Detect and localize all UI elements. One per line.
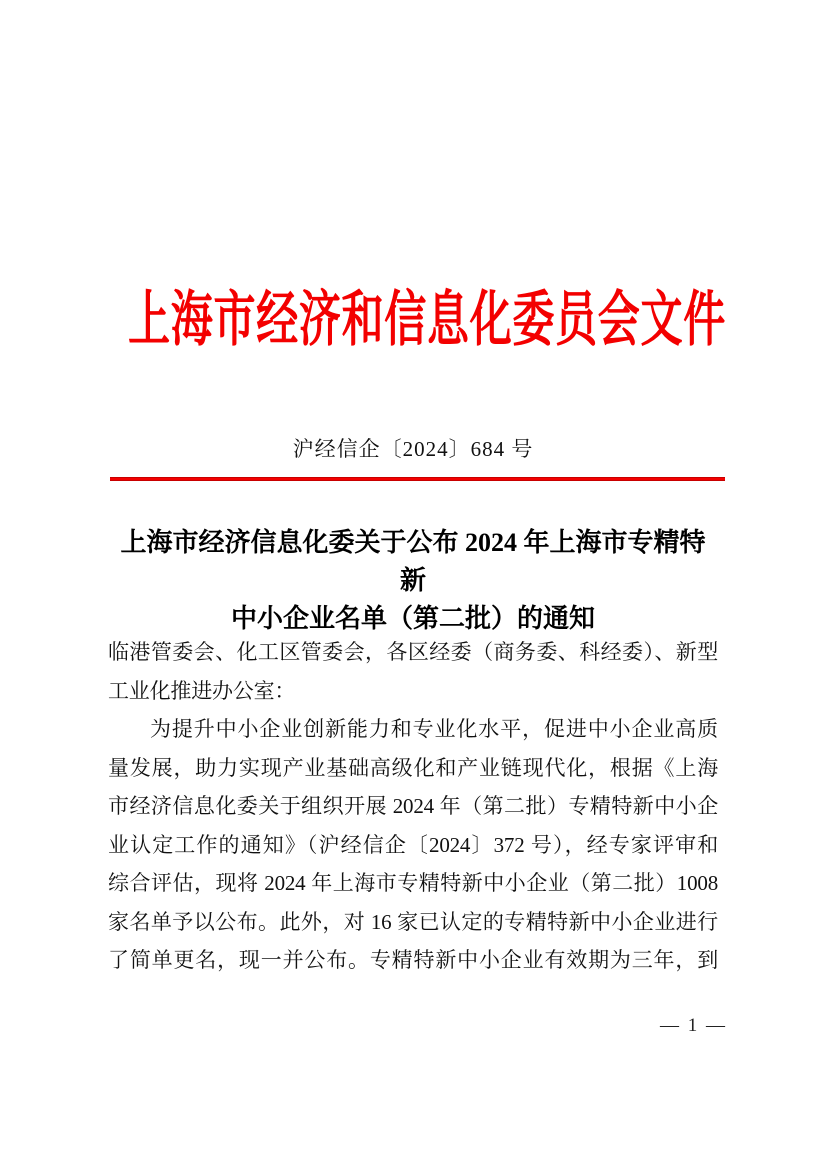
page-number: — 1 — [660,1015,727,1036]
paragraph-line: 为提升中小企业创新能力和专业化水平，促进中小企业高质 [150,717,718,741]
notice-title-line-2: 中小企业名单（第二批）的通知 [230,604,595,633]
red-separator-line [110,477,725,481]
paragraph-line: 市经济信息化委关于组织开展 2024 年（第二批）专精特新中小企 [108,794,718,818]
paragraph-line: 量发展，助力实现产业基础高级化和产业链现代化，根据《上海 [108,755,718,780]
salutation-line-2: 工业化推进办公室： [108,678,296,703]
salutation-line-1: 临港管委会、化工区管委会，各区经委（商务委、科经委）、新型 [108,640,718,664]
document-reference-number: 沪经信企〔2024〕684 号 [292,437,534,461]
paragraph-line: 综合评估，现将 2024 年上海市专精特新中小企业（第二批）1008 [108,871,718,895]
body-text [108,633,718,980]
notice-title [108,524,718,638]
paragraph-line: 业认定工作的通知》（沪经信企〔2024〕372 号），经专家评审和 [108,832,718,857]
paragraph-line: 了简单更名，现一并公布。专精特新中小企业有效期为三年，到 [108,948,718,972]
notice-title-line-1: 上海市经济信息化委关于公布 2024 年上海市专精特新 [120,528,706,595]
agency-banner [0,288,826,352]
agency-banner-text: 上海市经济和信息化委员会文件 [128,287,726,353]
paragraph-line: 家名单予以公布。此外，对 16 家已认定的专精特新中小企业进行 [108,909,718,934]
